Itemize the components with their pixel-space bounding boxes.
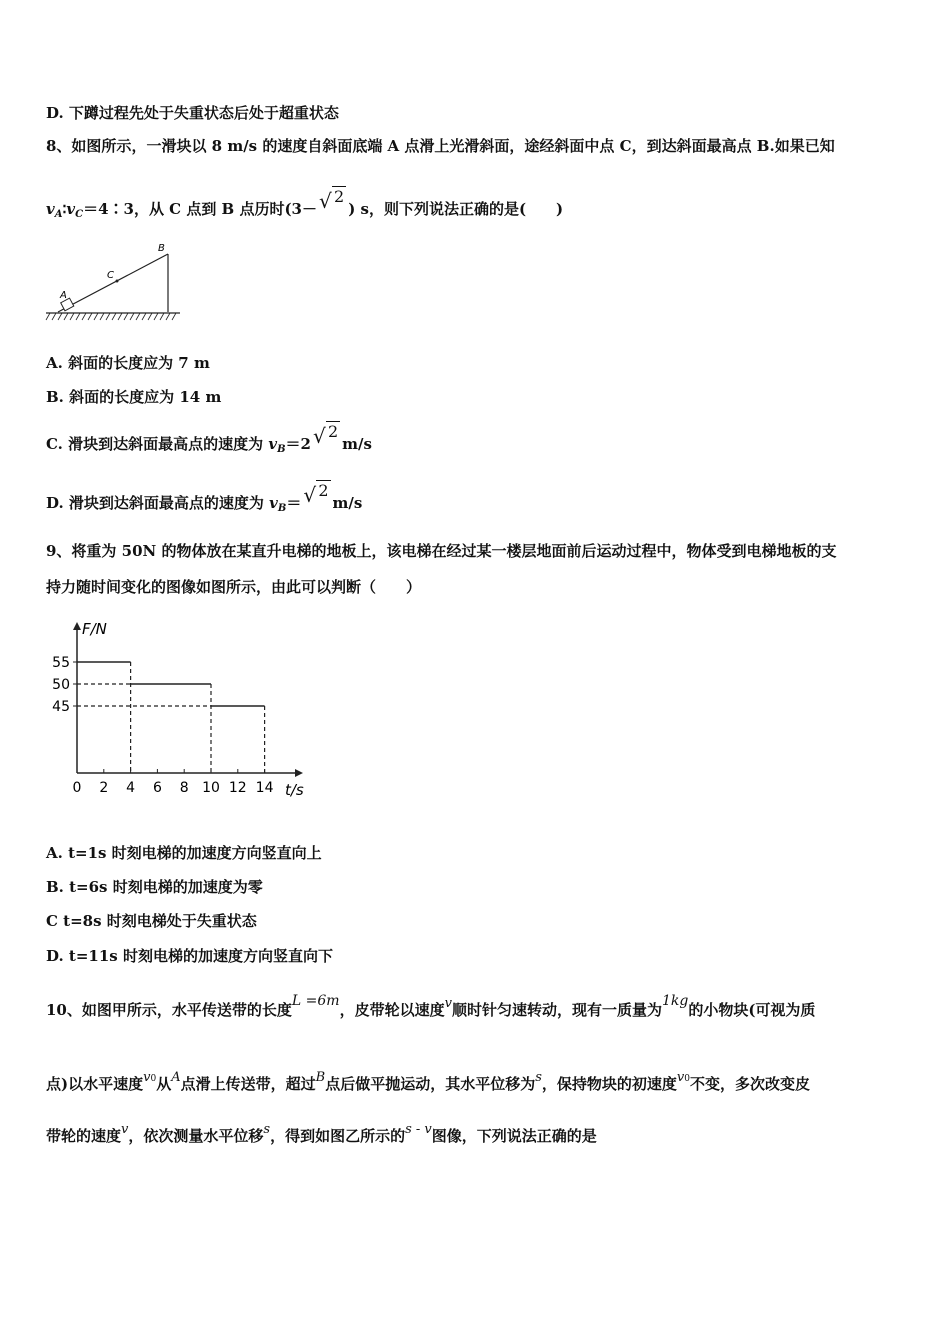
x-tick-label: 2: [99, 780, 109, 796]
q8-stem-line2: [46, 187, 564, 220]
q8-option-a: A. 斜面的长度应为 7 m: [46, 354, 210, 372]
x-tick-label: 14: [255, 780, 274, 796]
q8-va-sub: A: [54, 209, 63, 220]
force-time-chart: [40, 612, 330, 812]
q8-vc-sub: C: [75, 209, 84, 220]
y-axis-label: F/N: [82, 620, 107, 638]
q7-option-d: D. 下蹲过程先处于失重状态后处于超重状态: [46, 104, 339, 122]
q9-option-b: B. t=6s 时刻电梯的加速度为零: [46, 878, 263, 896]
q10-mass: 1kg: [661, 993, 689, 1009]
x-axis-arrow: [295, 769, 303, 777]
q8-sqrt: √ 2: [319, 187, 345, 213]
x-tick-label: 10: [202, 780, 220, 796]
point-c: [116, 280, 119, 283]
q8-va: v: [46, 200, 55, 218]
q9-stem-line2: 持力随时间变化的图像如图所示，由此可以判断（ ）: [46, 578, 422, 596]
q8-option-c: C. 滑块到达斜面最高点的速度为 $v_B=2$ √ 2m/s: [46, 422, 372, 455]
q9-option-c: C t=8s 时刻电梯处于失重状态: [46, 912, 257, 930]
q10-length: L =6m: [291, 993, 340, 1009]
label-a: A: [60, 290, 67, 301]
label-b: B: [158, 243, 165, 254]
q8-vc: v: [66, 200, 76, 218]
y-tick-label: 50: [52, 677, 70, 693]
q9-option-a: A. t=1s 时刻电梯的加速度方向竖直向上: [46, 844, 322, 862]
q8-ratio-text: ＝4∶3，从 C 点到 B 点历时(3－: [83, 200, 317, 218]
q8-option-d: D. 滑块到达斜面最高点的速度为 $v_B=$ √ 2m/s: [46, 481, 363, 514]
x-tick-label: 12: [228, 780, 247, 796]
q9-stem-line1: 9、将重为 50N 的物体放在某直升电梯的地板上，该电梯在经过某一楼层地面前后运动过程中，物体受到电梯地板的支: [46, 542, 837, 560]
y-tick-label: 45: [52, 699, 70, 715]
x-tick-label: 6: [152, 780, 162, 796]
q8-stem-tail: ) s，则下列说法正确的是( ): [348, 200, 564, 218]
incline-slope: [58, 254, 168, 312]
q10-stem-line3: 带轮的速度v，依次测量水平位移s，得到如图乙所示的s - v图像，下列说法正确的是: [46, 1122, 597, 1145]
x-tick-label: 4: [126, 780, 136, 796]
q10-stem-line1: 10、如图甲所示，水平传送带的长度L =6m，皮带轮以速度v顺时针匀速转动，现有一质量为1kg的小物块(可视为质: [46, 993, 816, 1019]
q10-sv-graph-label: s - v: [405, 1122, 432, 1137]
x-tick-label: 0: [72, 780, 82, 796]
q8-ratio-colon: ∶: [62, 200, 67, 218]
y-tick-label: 55: [52, 655, 70, 671]
y-axis-arrow: [73, 622, 81, 630]
label-c: C: [107, 270, 114, 281]
q8-option-b: B. 斜面的长度应为 14 m: [46, 388, 222, 406]
q8-stem-line1: 8、如图所示，一滑块以 8 m/s 的速度自斜面底端 A 点滑上光滑斜面，途经斜面中点 C，到达斜面最高点 B.如果已知: [46, 137, 835, 155]
x-tick-label: 8: [179, 780, 189, 796]
incline-figure: [44, 240, 184, 324]
q10-stem-line2: 点)以水平速度$v^0$从A点滑上传送带，超过B点后做平抛运动，其水平位移为s，保持物块的初速度$v^0$不变，多次改变皮: [46, 1070, 810, 1093]
x-axis-label: t/s: [285, 781, 304, 799]
q9-option-d: D. t=11s 时刻电梯的加速度方向竖直向下: [46, 947, 333, 965]
